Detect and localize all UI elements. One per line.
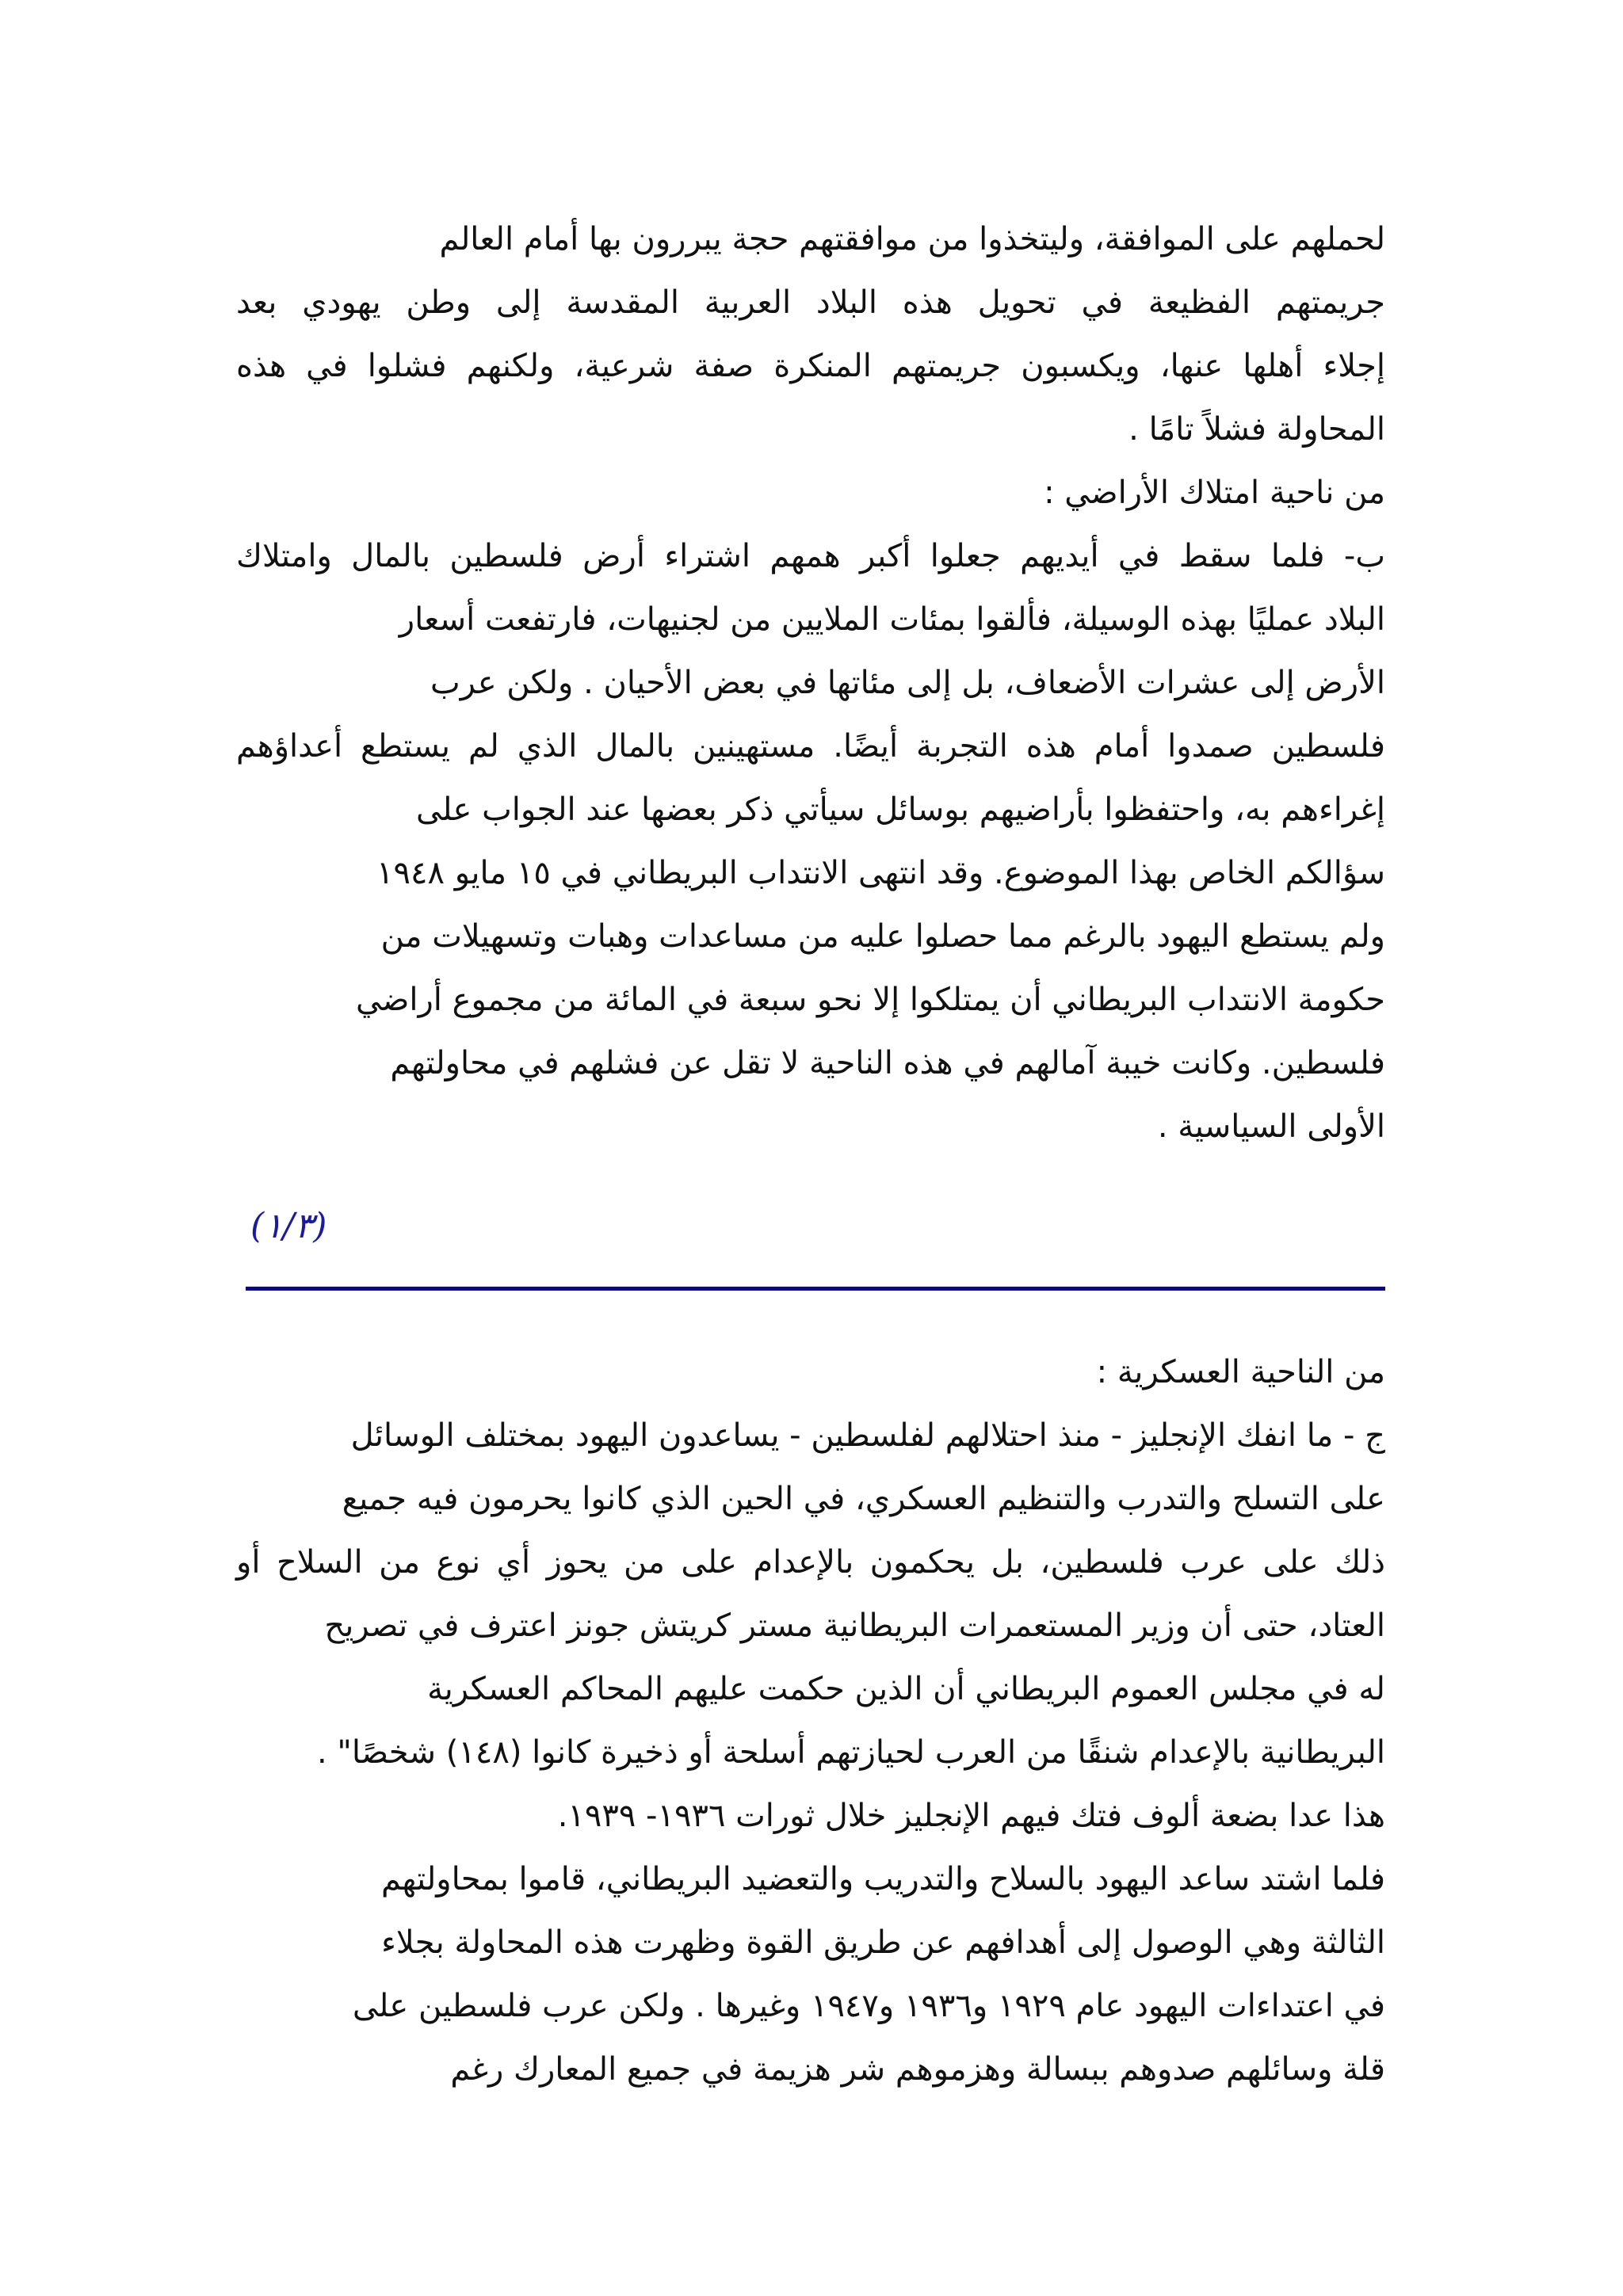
text-line: فلسطين صمدوا أمام هذه التجربة أيضًا. مستهينين بالمال الذي لم يستطع أعداؤهم: [236, 728, 1385, 765]
text-line: إجلاء أهلها عنها، ويكسبون جريمتهم المنكرة صفة شرعية، ولكنهم فشلوا في هذه: [236, 348, 1385, 384]
text-line: له في مجلس العموم البريطاني أن الذين حكمت عليهم المحاكم العسكرية: [427, 1671, 1385, 1707]
text-line: الثالثة وهي الوصول إلى أهدافهم عن طريق القوة وظهرت هذه المحاولة بجلاء: [381, 1924, 1385, 1961]
text-line: ج - ما انفك الإنجليز - منذ احتلالهم لفلسطين - يساعدون اليهود بمختلف الوسائل: [350, 1417, 1385, 1454]
text-line: ذلك على عرب فلسطين، بل يحكمون بالإعدام على من يحوز أي نوع من السلاح أو: [236, 1544, 1385, 1581]
text-line: الأرض إلى عشرات الأضعاف، بل إلى مئاتها في بعض الأحيان . ولكن عرب: [430, 665, 1385, 701]
text-line: على التسلح والتدرب والتنظيم العسكري، في الحين الذي كانوا يحرمون فيه جميع: [342, 1481, 1385, 1517]
paragraph-bottom: [236, 1341, 1385, 2101]
text-line: العتاد، حتى أن وزير المستعمرات البريطانية مستر كريتش جونز اعترف في تصريح: [324, 1608, 1385, 1644]
text-line: لحملهم على الموافقة، وليتخذوا من موافقتهم حجة يبررون بها أمام العالم: [439, 221, 1385, 257]
text-line: في اعتداءات اليهود عام ١٩٢٩ و١٩٣٦ و١٩٤٧ وغيرها . ولكن عرب فلسطين على: [352, 1988, 1385, 2024]
paragraph-top: [236, 208, 1385, 1158]
footnote-divider: [246, 1287, 1385, 1291]
text-line: البريطانية بالإعدام شنقًا من العرب لحيازتهم أسلحة أو ذخيرة كانوا (١٤٨) شخصًا" .: [317, 1734, 1385, 1771]
text-line: ولم يستطع اليهود بالرغم مما حصلوا عليه من مساعدات وهبات وتسهيلات من: [380, 918, 1385, 955]
text-line: هذا عدا بضعة ألوف فتك فيهم الإنجليز خلال ثورات ١٩٣٦- ١٩٣٩.: [557, 1798, 1385, 1834]
text-line: فلما اشتد ساعد اليهود بالسلاح والتدريب والتعضيد البريطاني، قاموا بمحاولتهم: [380, 1861, 1385, 1897]
text-line: قلة وسائلهم صدوهم ببسالة وهزموهم شر هزيمة في جميع المعارك رغم: [450, 2051, 1385, 2088]
footnote-marker: (١/٣): [250, 1206, 327, 1246]
text-line: ب- فلما سقط في أيديهم جعلوا أكبر همهم اشتراء أرض فلسطين بالمال وامتلاك: [236, 538, 1385, 574]
text-line: فلسطين. وكانت خيبة آمالهم في هذه الناحية لا تقل عن فشلهم في محاولتهم: [390, 1045, 1385, 1081]
text-line: البلاد عمليًا بهذه الوسيلة، فألقوا بمئات الملايين من لجنيهات، فارتفعت أسعار: [399, 601, 1385, 638]
text-line: سؤالكم الخاص بهذا الموضوع. وقد انتهى الانتداب البريطاني في ١٥ مايو ١٩٤٨: [376, 855, 1385, 891]
text-line: إغراءهم به، واحتفظوا بأراضيهم بوسائل سيأتي ذكر بعضها عند الجواب على: [415, 791, 1385, 828]
text-line: الأولى السياسية .: [1157, 1108, 1385, 1145]
text-line: حكومة الانتداب البريطاني أن يمتلكوا إلا نحو سبعة في المائة من مجموع أراضي: [356, 982, 1385, 1018]
text-line: جريمتهم الفظيعة في تحويل هذه البلاد العربية المقدسة إلى وطن يهودي بعد: [236, 284, 1385, 321]
section-heading-military: من الناحية العسكرية :: [1096, 1354, 1385, 1390]
section-heading-lands: من ناحية امتلاك الأراضي :: [1044, 475, 1385, 511]
text-line: المحاولة فشلاً تامًا .: [1128, 411, 1385, 448]
